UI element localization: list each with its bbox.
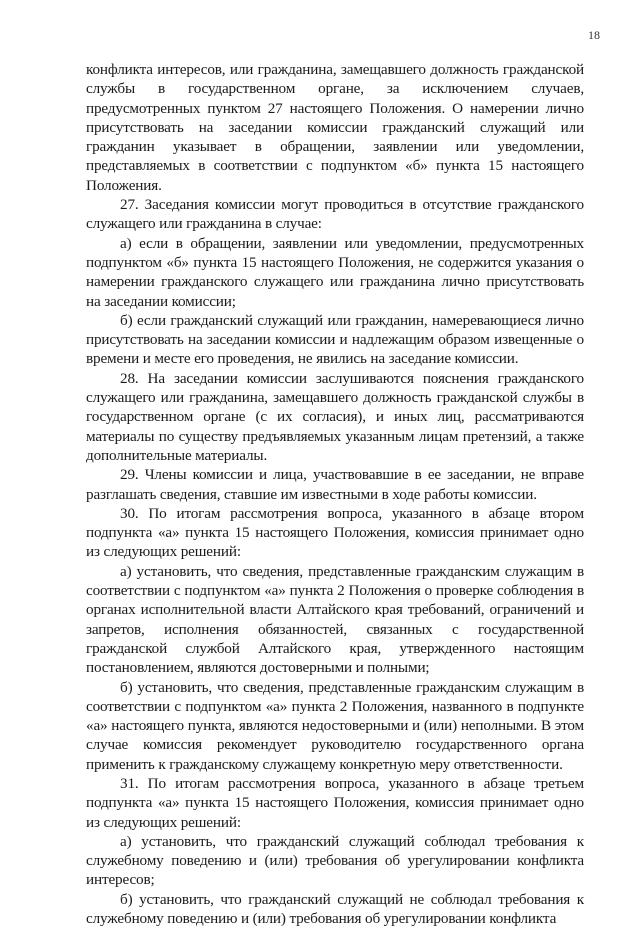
paragraph: а) если в обращении, заявлении или уведомлении, предусмотренных подпунктом «б» пункта 15 настоящего Положения, не содержится указания о намерении гражданского служащего или гражданина лично присутствовать на заседании комиссии;: [86, 234, 584, 310]
paragraph: 27. Заседания комиссии могут проводиться в отсутствие гражданского служащего или гражданина в случае:: [86, 196, 584, 233]
paragraph: 30. По итогам рассмотрения вопроса, указанного в абзаце втором подпункта «а» пункта 15 настоящего Положения, комиссия принимает одно из следующих решений:: [86, 504, 584, 561]
paragraph: б) если гражданский служащий или гражданин, намеревающиеся лично присутствовать на заседании комиссии и надлежащим образом извещенные о времени и месте его проведения, не явились на заседание комиссии.: [86, 311, 584, 368]
document-body: [86, 60, 584, 928]
paragraph: 29. Члены комиссии и лица, участвовавшие в ее заседании, не вправе разглашать сведения, ставшие им известными в ходе работы комиссии.: [86, 466, 584, 503]
paragraph: а) установить, что гражданский служащий соблюдал требования к служебному поведению и (или) требования об урегулировании конфликта интересов;: [86, 832, 584, 889]
paragraph: б) установить, что гражданский служащий не соблюдал требования к служебному поведению и (или) требования об урегулировании конфликта: [86, 890, 584, 928]
paragraph: 28. На заседании комиссии заслушиваются пояснения гражданского служащего или гражданина, замещавшего должность гражданской службы в государственном органе (с их согласия), и иных лиц, рассматриваются материалы по существу предъявляемых указанным лицам претензий, а также дополнительные материалы.: [86, 369, 584, 464]
paragraph: б) установить, что сведения, представленные гражданским служащим в соответствии с подпунктом «а» пункта 2 Положения, названного в подпункте «а» настоящего пункта, являются недостоверными и (или) неполными. В этом случае комиссия рекомендует руководителю государственного органа применить к гражданскому служащему конкретную меру ответственности.: [86, 678, 584, 773]
paragraph: 31. По итогам рассмотрения вопроса, указанного в абзаце третьем подпункта «а» пункта 15 настоящего Положения, комиссия принимает одно из следующих решений:: [86, 774, 584, 831]
paragraph: конфликта интересов, или гражданина, замещавшего должность гражданской службы в государственном органе, за исключением случаев, предусмотренных пунктом 27 настоящего Положения. О намерении лично присутствовать на заседании комиссии гражданский служащий или гражданин указывает в обращении, заявлении или уведомлении, представляемых в соответствии с подпунктом «б» пункта 15 настоящего Положения.: [86, 61, 584, 194]
paragraph: а) установить, что сведения, представленные гражданским служащим в соответствии с подпунктом «а» пункта 2 Положения о проверке соблюдения в органах исполнительной власти Алтайского края требований, ограничений и запретов, исполнения обязанностей, связанных с государственной гражданской службой Алтайского края, утвержденного настоящим постановлением, являются достоверными и полными;: [86, 562, 584, 677]
page-number: 18: [588, 28, 600, 42]
